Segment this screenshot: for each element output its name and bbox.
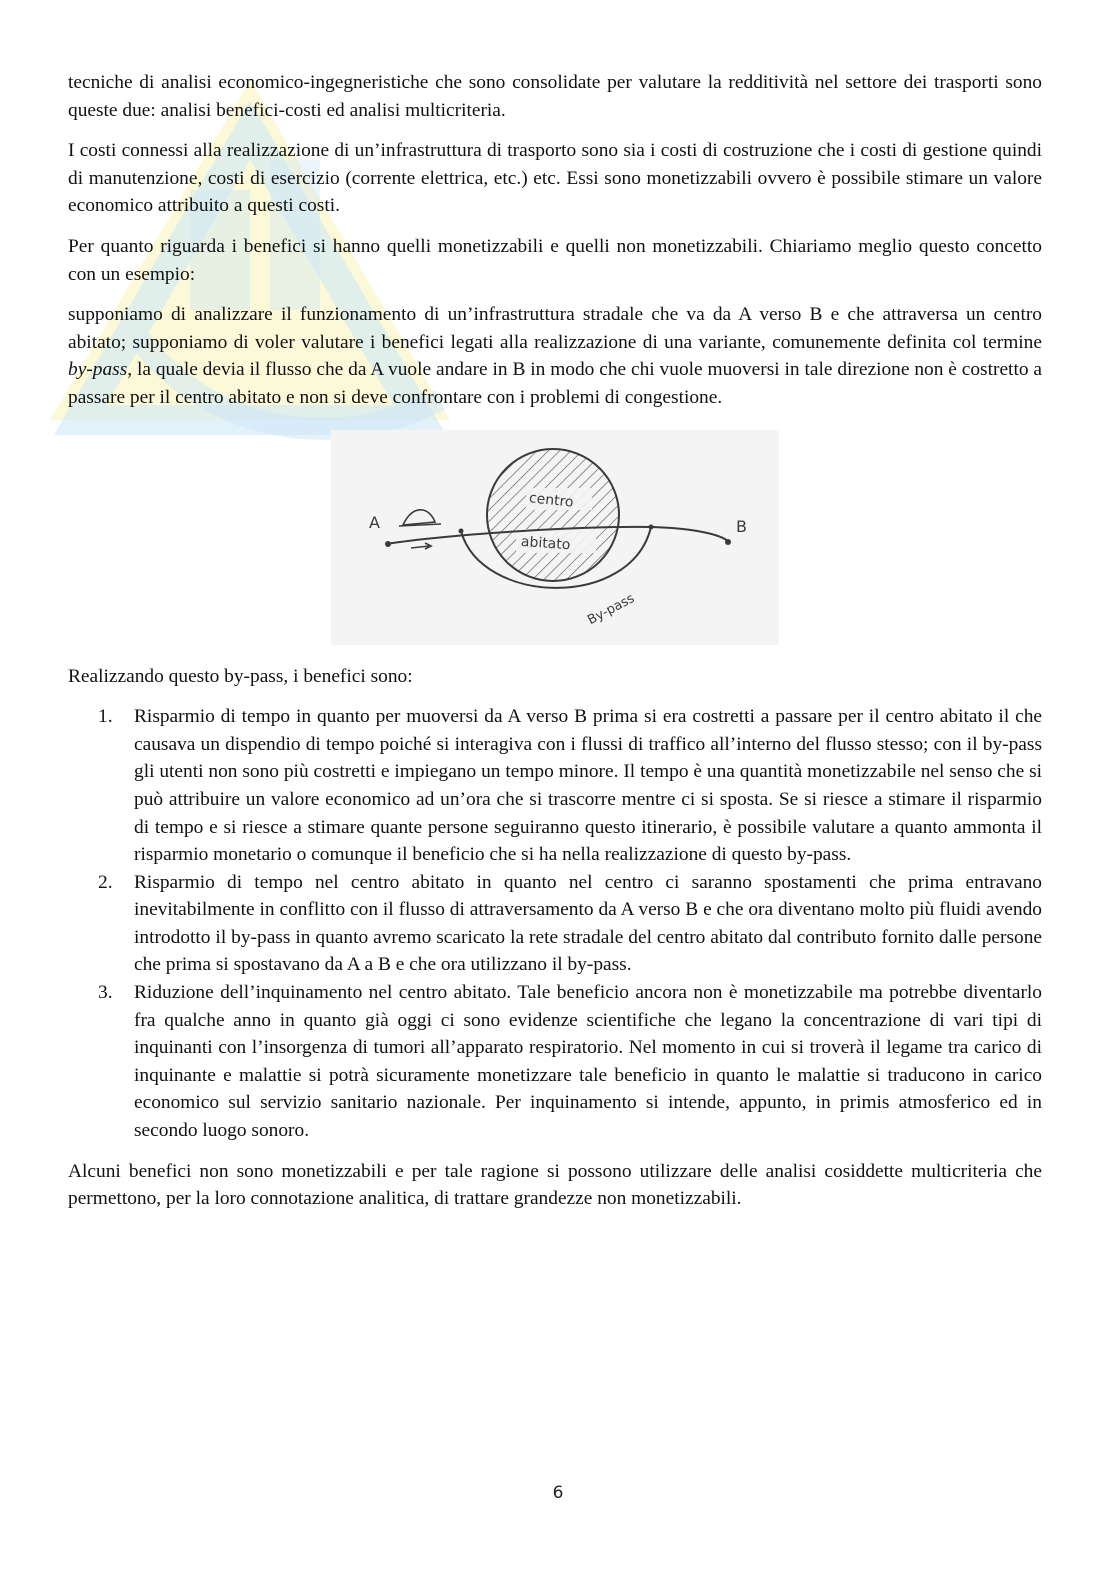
label-a: A (369, 512, 380, 532)
document-body (68, 69, 1042, 1226)
list-item-text: Risparmio di tempo nel centro abitato in quanto nel centro ci saranno spostamenti che prima entravano inevitabilmente in conflitto con il flusso di attraversamento da A verso B e che ora diventano molto più fluidi avendo introdotto il by-pass in quanto avremo scaricato la rete stradale del centro abitato dal contributo fornito dalle persone che prima si spostavano da A a B e che ora utilizzano il by-pass. (134, 871, 1042, 976)
label-abitato: abitato (520, 533, 571, 553)
list-item (68, 703, 1042, 869)
paragraph-2: I costi connessi alla realizzazione di un’infrastruttura di trasporto sono sia i costi di costruzione che i costi di gestione quindi di manutenzione, costi di esercizio (corrente elettrica, etc.) etc. Essi sono monetizzabili ovvero è possibile stimare un valore economico attribuito a questi costi. (68, 140, 1042, 217)
paragraph-4-term-bypass: by-pass (68, 359, 128, 381)
list-item-text: Riduzione dell’inquinamento nel centro abitato. Tale beneficio ancora non è monetizzabile ma potrebbe diventarlo fra qualche anno in quanto già oggi ci sono evidenze scientifiche che legano la concentrazione di vari tipi di inquinanti con l’insorgenza di tumori all’apparato respiratorio. Nel momento in cui si troverà il legame tra carico di inquinante e malattie si potrà sicuramente monetizzare tale beneficio in quanto le malattie si traducono in carico economico sul servizio sanitario nazionale. Per inquinamento si intende, appunto, in primis atmosferico ed in secondo luogo sonoro. (134, 982, 1042, 1142)
list-intro: Realizzando questo by-pass, i benefici sono: (68, 665, 413, 687)
list-item-number: 2. (98, 871, 113, 893)
bypass-sketch-figure (331, 430, 779, 645)
paragraph-4-text-a: supponiamo di analizzare il funzionamento di un’infrastruttura stradale che va da A verso B e che attraversa un centro abitato; supponiamo di voler valutare i benefici legati alla realizzazione di una variante, comunemente definita col termine (68, 304, 1042, 353)
node-a (385, 541, 391, 547)
page-number: 6 (552, 1483, 564, 1503)
bypass-sketch (331, 430, 779, 645)
car-icon (399, 509, 441, 548)
paragraph-4 (68, 301, 1042, 411)
label-b: B (736, 516, 747, 536)
node-b (725, 539, 731, 545)
list-item (68, 979, 1042, 1145)
benefits-list (68, 703, 1042, 1145)
conclusion-paragraph: Alcuni benefici non sono monetizzabili e per tale ragione si possono utilizzare delle analisi cosiddette multicriteria che permettono, per la loro connotazione analitica, di trattare grandezze non monetizzabili. (68, 1160, 1042, 1210)
paragraph-1: tecniche di analisi economico-ingegneristiche che sono consolidate per valutare la redditività nel settore dei trasporti sono queste due: analisi benefici-costi ed analisi multicriteria. (68, 72, 1042, 121)
label-bypass: By-pass (585, 590, 638, 628)
centro-abitato-circle (487, 449, 619, 581)
list-item-number: 3. (98, 982, 113, 1004)
paragraph-4-text-b: , la quale devia il flusso che da A vuole andare in B in modo che chi vuole muoversi in tale direzione non è costretto a passare per il centro abitato e non si deve confrontare con i problemi di congestione. (68, 359, 1042, 408)
list-item (68, 869, 1042, 979)
label-centro: centro (528, 489, 575, 511)
paragraph-3: Per quanto riguarda i benefici si hanno quelli monetizzabili e quelli non monetizzabili. Chiariamo meglio questo concetto con un esempio: (68, 235, 1042, 285)
list-item-text: Risparmio di tempo in quanto per muoversi da A verso B prima si era costretti a passare per il centro abitato il che causava un dispendio di tempo poiché si interagiva con i flussi di traffico all’interno del flusso stesso; con il by-pass gli utenti non sono più costretti e impiegano un tempo minore. Il tempo è una quantità monetizzabile nel senso che si può attribuire un valore economico ad un’ora che si trascorre mentre ci si sposta. Se si riesce a stimare il risparmio di tempo e si riesce a stimare quante persone seguiranno questo itinerario, è possibile valutare a quanto ammonta il risparmio monetario o comunque il beneficio che si ha nella realizzazione di questo by-pass. (134, 706, 1042, 866)
list-item-number: 1. (98, 706, 113, 728)
